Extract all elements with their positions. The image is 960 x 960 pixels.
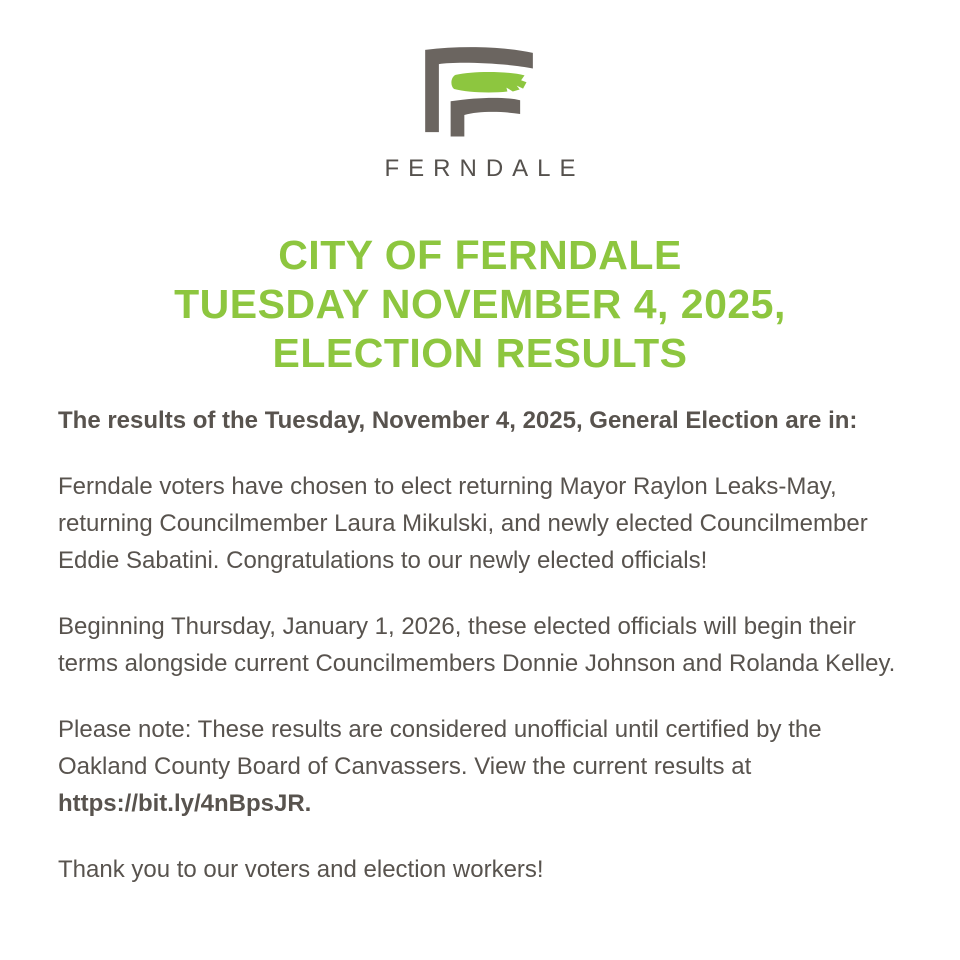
intro-paragraph: The results of the Tuesday, November 4, 2025, General Election are in: (58, 407, 858, 434)
announcement-title (0, 231, 960, 378)
bitly-results-link[interactable]: https://bit.ly/4nBpsJR. (58, 790, 312, 817)
title-line-2: TUESDAY NOVEMBER 4, 2025, (174, 281, 786, 327)
title-line-3: ELECTION RESULTS (272, 330, 688, 376)
certification-text: Please note: These results are considered unofficial until certified by the Oakland County Board of Canvassers. View the current results at (58, 716, 822, 780)
brand-wordmark: FERNDALE (384, 155, 585, 182)
terms-paragraph: Beginning Thursday, January 1, 2026, these elected officials will begin their terms alongside current Councilmembers Donnie Johnson and Rolanda Kelley. (58, 613, 896, 677)
title-line-1: CITY OF FERNDALE (278, 232, 682, 278)
header (0, 0, 960, 183)
logo-green-brush-stroke (451, 72, 526, 93)
announcement-body (0, 402, 960, 888)
logo-gray-bottom-stroke (451, 98, 521, 137)
ferndale-f-logo-icon (421, 45, 539, 138)
results-paragraph: Ferndale voters have chosen to elect returning Mayor Raylon Leaks-May, returning Councilmember Laura Mikulski, and newly elected Councilmember Eddie Sabatini. Congratulations to our newly elected officials! (58, 473, 868, 574)
certification-paragraph (58, 711, 902, 822)
closing-paragraph: Thank you to our voters and election workers! (58, 856, 544, 883)
